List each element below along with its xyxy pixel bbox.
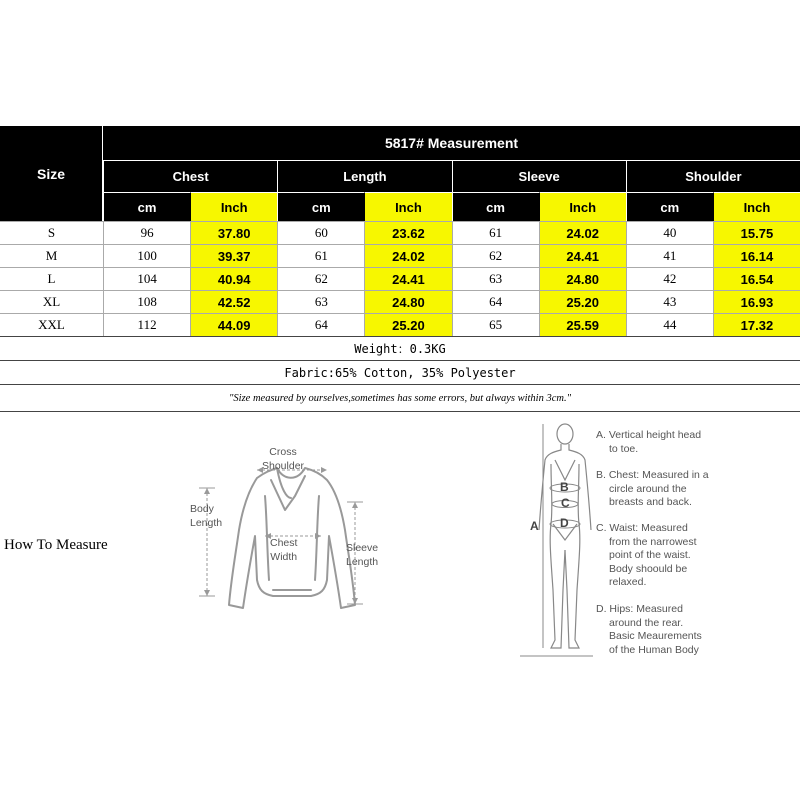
unit-header: cm xyxy=(626,192,713,221)
inch-value: 16.54 xyxy=(713,267,800,290)
inch-value: 25.20 xyxy=(539,290,626,313)
body-letter-a: A xyxy=(530,519,539,533)
cross-shoulder-label: Cross Shoulder xyxy=(262,446,305,472)
unit-header: cm xyxy=(103,192,190,221)
inch-value: 39.37 xyxy=(190,244,277,267)
cm-value: 40 xyxy=(626,221,713,244)
inch-value: 16.14 xyxy=(713,244,800,267)
size-label: XL xyxy=(0,290,103,313)
weight-row: Weight：0.3KG xyxy=(0,336,800,360)
sleeve-length-label: Sleeve Length xyxy=(346,542,379,568)
cm-value: 60 xyxy=(277,221,364,244)
inch-value: 37.80 xyxy=(190,221,277,244)
unit-header: Inch xyxy=(364,192,451,221)
cm-value: 65 xyxy=(452,313,539,336)
inch-value: 40.94 xyxy=(190,267,277,290)
inch-value: 24.80 xyxy=(364,290,451,313)
body-length-label: Body Length xyxy=(190,503,223,529)
inch-value: 15.75 xyxy=(713,221,800,244)
size-label: L xyxy=(0,267,103,290)
cm-value: 61 xyxy=(277,244,364,267)
inch-value: 16.93 xyxy=(713,290,800,313)
body-note-b: B. Chest: Measured in a circle around the breasts and back. xyxy=(596,469,709,508)
group-header: Length xyxy=(277,160,451,192)
inch-value: 24.02 xyxy=(539,221,626,244)
cm-value: 63 xyxy=(277,290,364,313)
cm-value: 62 xyxy=(277,267,364,290)
measurement-note: "Size measured by ourselves,sometimes has some errors, but always within 3cm." xyxy=(0,384,800,412)
inch-value: 24.41 xyxy=(364,267,451,290)
size-label: M xyxy=(0,244,103,267)
group-header: Shoulder xyxy=(626,160,800,192)
unit-header: Inch xyxy=(539,192,626,221)
chest-width-label: Chest Width xyxy=(270,537,298,563)
inch-value: 44.09 xyxy=(190,313,277,336)
cm-value: 41 xyxy=(626,244,713,267)
unit-header: cm xyxy=(452,192,539,221)
table-title: 5817# Measurement xyxy=(103,126,800,160)
group-header: Chest xyxy=(103,160,277,192)
inch-value: 25.59 xyxy=(539,313,626,336)
unit-header: Inch xyxy=(713,192,800,221)
cm-value: 64 xyxy=(452,290,539,313)
cm-value: 62 xyxy=(452,244,539,267)
inch-value: 24.02 xyxy=(364,244,451,267)
inch-value: 23.62 xyxy=(364,221,451,244)
cm-value: 42 xyxy=(626,267,713,290)
body-note-d: D. Hips: Measured around the rear. Basic Meaurements of the Human Body xyxy=(596,603,702,656)
body-note-c: C. Waist: Measured from the narrowest point of the waist. Body shoould be relaxed. xyxy=(596,522,697,588)
group-header: Sleeve xyxy=(452,160,626,192)
body-note-a: A. Vertical height head to toe. xyxy=(596,429,702,455)
unit-header: cm xyxy=(277,192,364,221)
cm-value: 108 xyxy=(103,290,190,313)
fabric-row: Fabric:65% Cotton, 35% Polyester xyxy=(0,360,800,384)
cm-value: 61 xyxy=(452,221,539,244)
cm-value: 96 xyxy=(103,221,190,244)
body-letter-b: B xyxy=(560,480,569,494)
cm-value: 112 xyxy=(103,313,190,336)
human-body-diagram xyxy=(515,420,595,660)
cm-value: 104 xyxy=(103,267,190,290)
cm-value: 100 xyxy=(103,244,190,267)
unit-header: Inch xyxy=(190,192,277,221)
cm-value: 64 xyxy=(277,313,364,336)
inch-value: 42.52 xyxy=(190,290,277,313)
cm-value: 44 xyxy=(626,313,713,336)
body-letter-c: C xyxy=(561,496,570,510)
inch-value: 24.41 xyxy=(539,244,626,267)
inch-value: 17.32 xyxy=(713,313,800,336)
cm-value: 63 xyxy=(452,267,539,290)
body-letter-d: D xyxy=(560,516,569,530)
inch-value: 25.20 xyxy=(364,313,451,336)
size-label: XXL xyxy=(0,313,103,336)
how-to-measure-label: How To Measure xyxy=(4,537,108,553)
inch-value: 24.80 xyxy=(539,267,626,290)
cm-value: 43 xyxy=(626,290,713,313)
size-label: S xyxy=(0,221,103,244)
size-header: Size xyxy=(0,126,103,221)
